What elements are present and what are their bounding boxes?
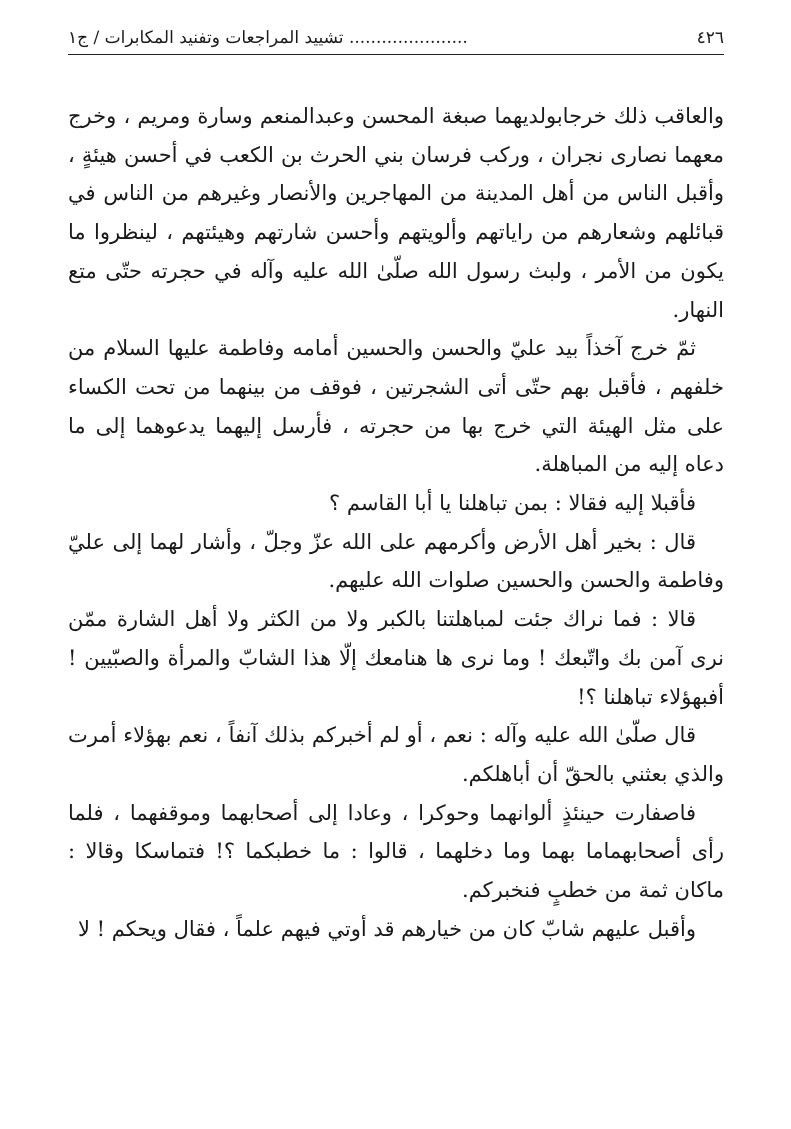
paragraph: قال : بخير أهل الأرض وأكرمهم على الله عزّ وجلّ ، وأشار لهما إلى عليّ وفاطمة والحسن والحسين صلوات الله عليهم. — [68, 529, 724, 593]
book-page — [68, 24, 724, 948]
running-title-text: تشييد المراجعات وتفنيد المكابرات / ج١ — [68, 28, 344, 48]
page-number: ٤٢٦ — [696, 28, 724, 48]
paragraph: وأقبل عليهم شابّ كان من خيارهم قد أوتي فيهم علماً ، فقال ويحكم ! لا — [78, 916, 696, 941]
paragraph: قالا : فما نراك جئت لمباهلتنا بالكبر ولا من الكثر ولا أهل الشارة ممّن نرى آمن بك واتّبعك ! وما نرى ها هنامعك إلّا هذا الشابّ والمرأة والصبّيين ! أفبهؤلاء تباهلنا ؟! — [68, 607, 724, 709]
body-text — [68, 97, 724, 948]
paragraph: قال صلّىٰ الله عليه وآله : نعم ، أو لم أخبركم بذلك آنفاً ، نعم بهؤلاء أمرت والذي بعثني بالحقّ أن أباهلكم. — [68, 723, 724, 786]
paragraph: والعاقب ذلك خرجابولديهما صبغة المحسن وعبدالمنعم وسارة ومريم ، وخرج معهما نصارى نجران ، وركب فرسان بني الحرث بن الكعب في أحسن هيئةٍ ، وأقبل الناس من أهل المدينة من المهاجرين والأنصار وغيرهم من الناس في قبائلهم وشعارهم من راياتهم وألويتهم وأحسن شارتهم وهيئتهم ، لينظروا ما يكون من الأمر ، ولبث رسول الله صلّىٰ الله عليه وآله في حجرته حتّى متع النهار. — [68, 104, 724, 322]
page-header — [68, 24, 724, 55]
paragraph: ثمّ خرج آخذاً بيد عليّ والحسن والحسين أمامه وفاطمة عليها السلام من خلفهم ، فأقبل بهم حتّى أتى الشجرتين ، فوقف من بينهما من تحت الكساء على مثل الهيئة التي خرج بها من حجرته ، فأرسل إليهما يدعوهما إلى ما دعاه إليه من المباهلة. — [68, 336, 724, 477]
dot-leader: ...................... — [348, 28, 468, 48]
paragraph: فأقبلا إليه فقالا : بمن تباهلنا يا أبا القاسم ؟ — [329, 491, 696, 516]
paragraph: فاصفارت حينئذٍ ألوانهما وحوكرا ، وعادا إلى أصحابهما وموقفهما ، فلما رأى أصحابهماما بهما وما دخلهما ، قالوا : ما خطبكما ؟! فتماسكا وقالا : ماكان ثمة من خطبٍ فنخبركم. — [68, 800, 724, 903]
running-title — [68, 24, 468, 52]
